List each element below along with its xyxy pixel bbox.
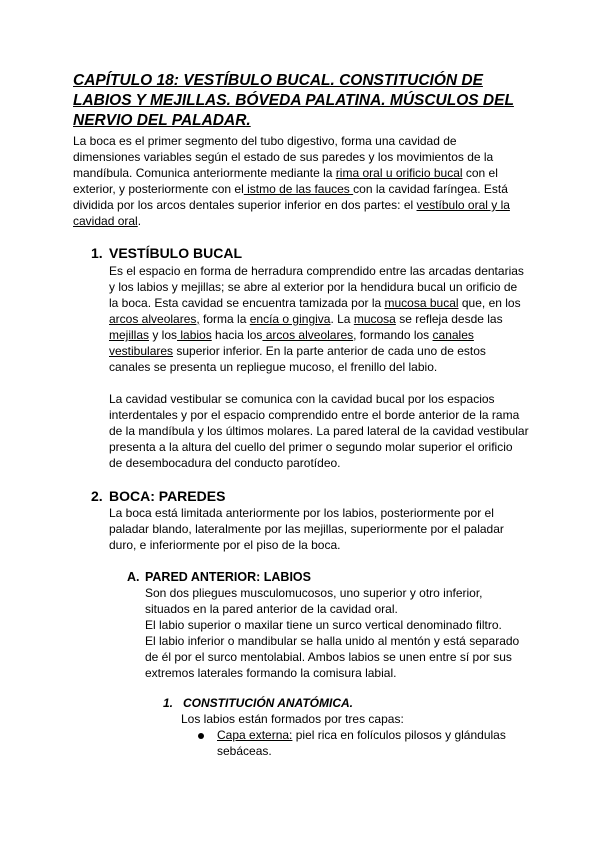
term-labios: labios [177, 328, 212, 342]
section-2-paragraph: La boca está limitada anteriormente por los labios, posteriormente por el paladar blando, lateralmente por las mejillas, superiormente por el paladar duro, e inferiormente por el piso de la boca. [109, 506, 504, 552]
intro-paragraph: La boca es el primer segmento del tubo digestivo, forma una cavidad de dimensiones variables según el estado de sus paredes y los movimientos de la mandíbula. Comunica anteriormente mediante la rima oral u orificio bucal con el exterior, y posteriormente con el istmo de las fauces con la cavidad faríngea. Está dividida por los arcos dentales superior inferior en dos partes: el vestíbulo oral y la cavidad oral. [73, 134, 510, 228]
term-arcos-alveolares-2: arcos alveolares [262, 328, 354, 342]
subsubsection-1-heading: 1. CONSTITUCIÓN ANATÓMICA. [163, 696, 353, 710]
chapter-title: CAPÍTULO 18: VESTÍBULO BUCAL. CONSTITUCIÓN DE LABIOS Y MEJILLAS. BÓVEDA PALATINA. MÚSCULOS DEL NERVIO DEL PALADAR. [73, 72, 514, 129]
term-arcos-alveolares: arcos alveolares, [109, 312, 200, 326]
term-rima-oral: rima oral u orificio bucal [335, 166, 463, 180]
term-vestibulo-cavidad: vestíbulo oral y la cavidad oral [73, 198, 510, 228]
term-mucosa-bucal: mucosa bucal [384, 296, 459, 310]
bullet-dot [198, 733, 204, 739]
labios-line-2: El labio superior o maxilar tiene un surco vertical denominado filtro. [145, 618, 502, 632]
section-1-paragraph-2: La cavidad vestibular se comunica con la cavidad bucal por los espacios interdentales y por el espacio comprendido entre el borde anterior de la rama de la mandíbula y los últimos molares. La pared lateral de la cavidad vestibular presenta a la altura del cuello del primer o segundo molar superior el orificio de desembocadura del conducto parotídeo. [109, 392, 529, 470]
term-capa-externa: Capa externa: [217, 728, 293, 742]
term-canales-vestibulares: canales vestibulares [109, 328, 474, 358]
labios-line-3: El labio inferior o mandibular se halla unido al mentón y está separado de él por el surco mentolabial. Ambos labios se unen entre sí por sus extremos laterales formando la comisura labial. [145, 634, 520, 680]
bullet-capa-externa: Capa externa: piel rica en folículos pilosos y glándulas sebáceas. [217, 728, 506, 758]
section-1-heading: 1. VESTÍBULO BUCAL [91, 245, 242, 261]
term-mejillas: mejillas [109, 328, 150, 342]
section-2-heading: 2. BOCA: PAREDES [91, 488, 226, 504]
term-istmo-fauces: istmo de las fauces [243, 182, 354, 196]
labios-line-1: Son dos pliegues musculomucosos, uno superior y otro inferior, situados en la pared anterior de la cavidad oral. [145, 586, 483, 616]
term-mucosa: mucosa [353, 312, 396, 326]
section-1-paragraph-1: Es el espacio en forma de herradura comprendido entre las arcadas dentarias y los labios y mejillas; se abre al exterior por la hendidura bucal un orificio de la boca. Esta cavidad se encuentra tamizada por la mucosa bucal que, en los arcos alveolares, forma la encía o gingiva. La mucosa se refleja desde las mejillas y los labios hacia los arcos alveolares, formando los canales vestibulares superior inferior. En la parte anterior de cada uno de estos canales se presenta un repliegue mucoso, el frenillo del labio. [109, 264, 524, 374]
term-encia: encía o gingiva [249, 312, 331, 326]
subsection-a-heading: A. PARED ANTERIOR: LABIOS [127, 570, 311, 584]
constitucion-paragraph: Los labios están formados por tres capas: [181, 712, 404, 726]
